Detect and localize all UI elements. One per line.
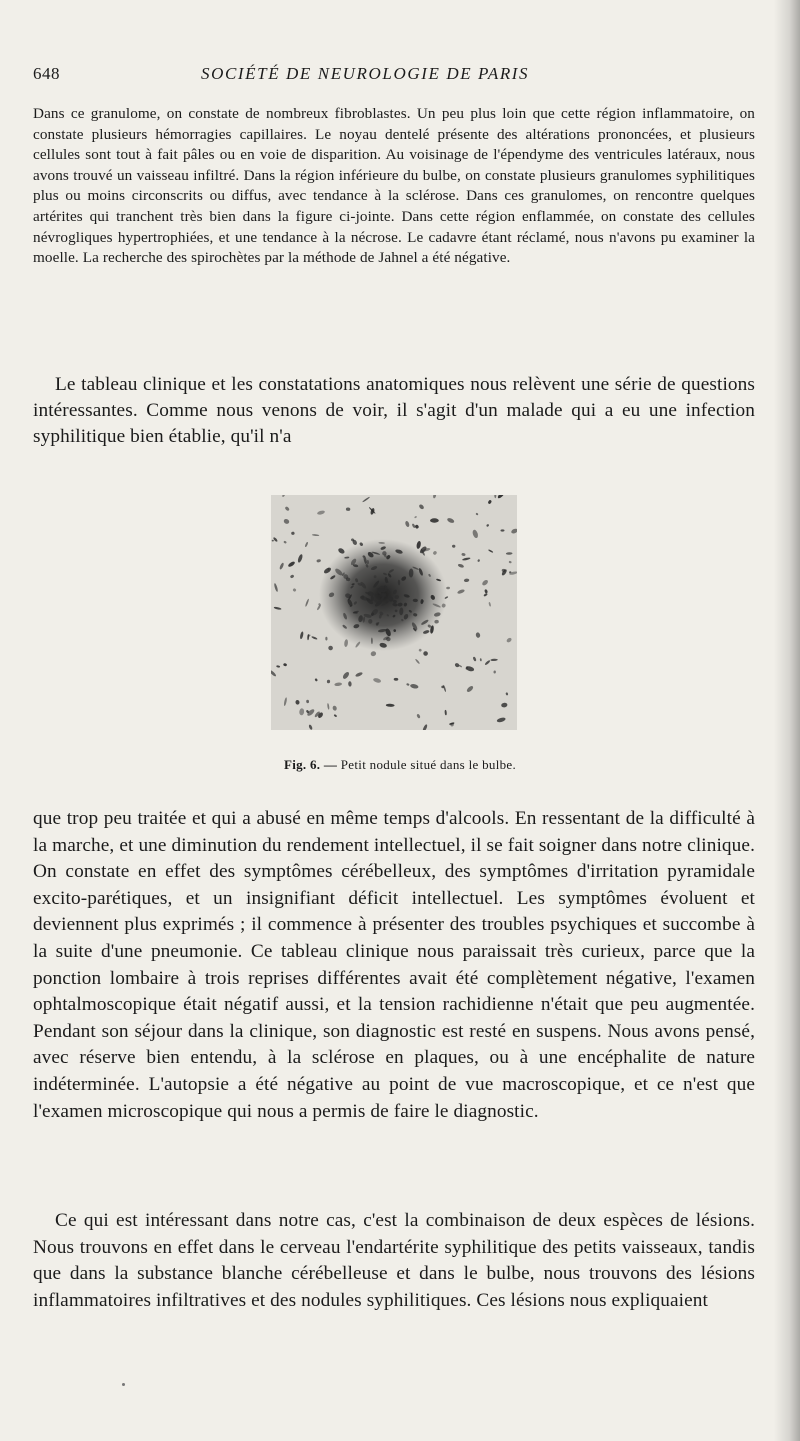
figure-caption [0, 757, 800, 773]
cell-mark [430, 518, 439, 522]
page-number: 648 [33, 64, 60, 83]
paragraph-clinical-intro: Le tableau clinique et les constatations anatomiques nous relèvent une série de questions intéressantes. Comme nous venons de voir, il s'agit d'un malade qui a eu une infection syphilitique bien établie, qu'il n'a [33, 374, 755, 448]
print-speck [122, 1383, 125, 1386]
page-header [33, 64, 753, 94]
micrograph-image [271, 495, 517, 730]
running-title: SOCIÉTÉ DE NEUROLOGIE DE PARIS [201, 64, 530, 83]
paragraph-histology: Dans ce granulome, on constate de nombreux fibroblastes. Un peu plus loin que cette région inflammatoire, on constate plusieurs hémorragies capillaires. Le noyau dentelé présente des altérations prononcées, et plusieurs cellules sont tout à fait pâles ou en voie de disparition. Au voisinage de l'épendyme des ventricules latéraux, nous avons trouvé un vaisseau infiltré. Dans la région inférieure du bulbe, on constate plusieurs granulomes syphilitiques plus ou moins circonscrits ou diffus, avec tendance à la sclérose. Dans ces granulomes, on rencontre quelques artérites qui tranchent très bien dans la figure ci-jointe. Dans cette région enflammée, on constate des cellules névrogliques hypertrophiées, et une tendance à la nécrose. Le cadavre étant réclamé, nous n'avons pu examiner la moelle. La recherche des spirochètes par la méthode de Jahnel a été négative. [33, 105, 755, 267]
figure-label: Fig. 6. — [283, 757, 338, 772]
figure-caption-text: Petit nodule situé dans le bulbe. [340, 757, 517, 772]
cell-mark [368, 619, 372, 624]
page-binding-shadow [774, 0, 800, 1441]
paragraph-lesions: Ce qui est intéressant dans notre cas, c'est la combinaison de deux espèces de lésions. Nous trouvons en effet dans le cerveau l'endartérite syphilitique des petits vaisseaux, tandis que dans la substance blanche cérébelleuse et dans le bulbe, nous trouvons des lésions inflammatoires infiltratives et des nodules syphilitiques. Ces lésions nous expliquaient [33, 1210, 755, 1311]
micrograph-figure [271, 495, 517, 730]
paragraph-clinical-course: que trop peu traitée et qui a abusé en même temps d'alcools. En ressentant de la difficulté à la marche, et une diminution du rendement intellectuel, il se fait soigner dans notre clinique. On constate en effet des symptômes cérébelleux, des symptômes d'irritation pyramidale excito-parétiques, et un insignifiant déficit intellectuel. Les symptômes évoluent et deviennent plus exprimés ; il commence à présenter des troubles psychiques et succombe à la suite d'une pneumonie. Ce tableau clinique nous paraissait très curieux, parce que la ponction lombaire à trois reprises différentes avait été complètement négative, l'examen ophtalmoscopique était négatif aussi, et la tension rachidienne n'était que peu augmentée. Pendant son séjour dans la clinique, son diagnostic est resté en suspens. Nous avons pensé, avec réserve bien entendu, à la sclérose en plaques, ou à une encéphalite de nature indéterminée. L'autopsie a été négative au point de vue macroscopique, et ce n'est que l'examen microscopique qui nous a permis de faire le diagnostic. [33, 808, 755, 1122]
